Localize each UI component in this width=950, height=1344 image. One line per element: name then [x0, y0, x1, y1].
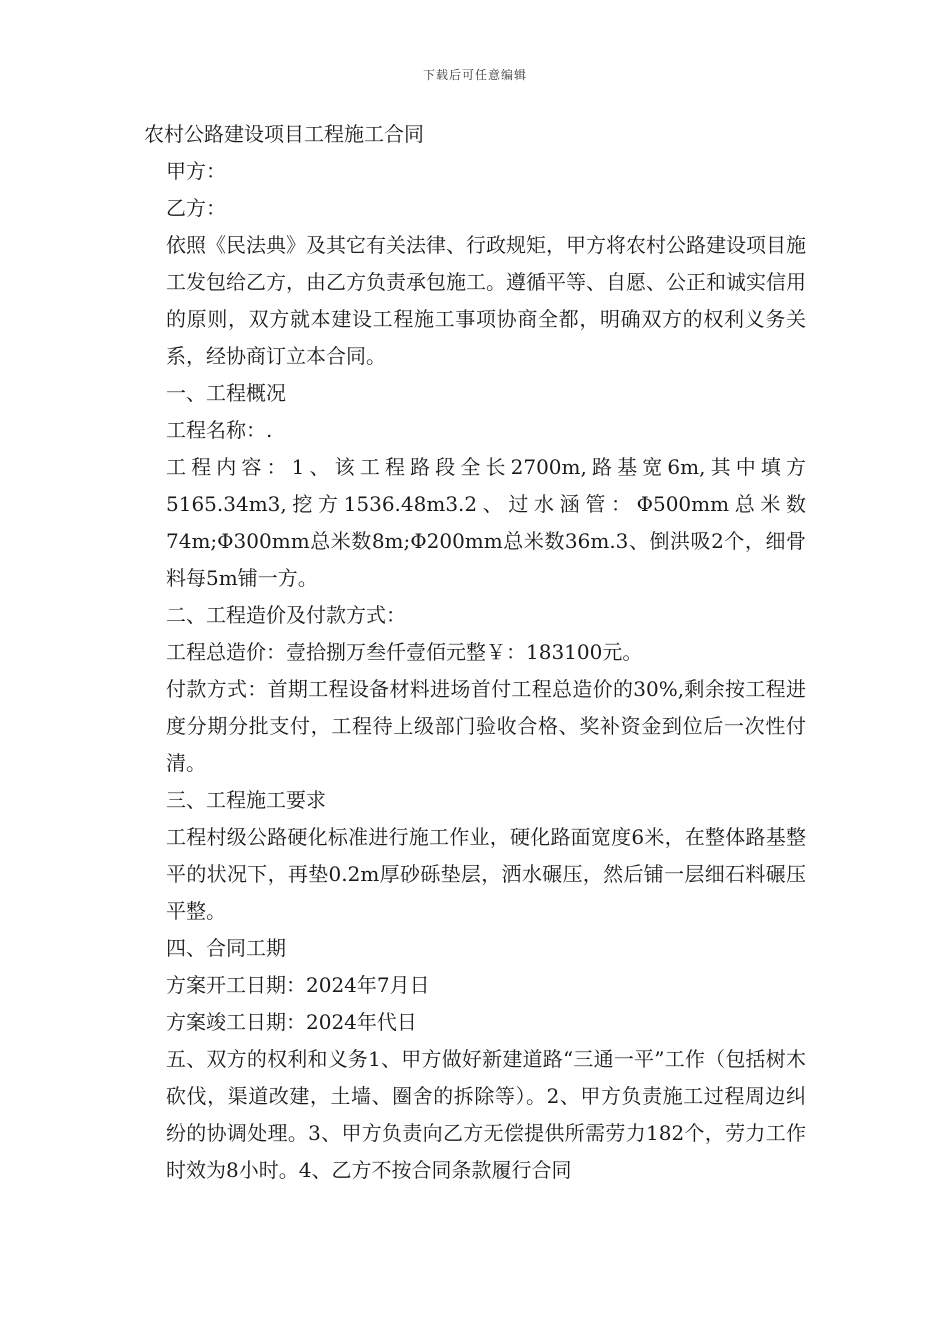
total-cost-line: 工程总造价：壹拾捌万叁仟壹佰元整￥：183100元。 [166, 640, 643, 664]
section-1-heading: 一、工程概况 [166, 381, 286, 405]
page-header: 下载后可任意编辑 [422, 68, 527, 82]
document-body [144, 116, 806, 1189]
planned-start-date-line: 方案开工日期：2024年7月日 [166, 973, 430, 997]
project-content-paragraph: 工程内容：1、该工程路段全长2700m,路基宽6m,其中填方5165.34m3,挖方1536.48m3.2、过水涵管：Φ500mm总米数74m;Φ300mm总米数8m;Φ200mm总米数36m.3、倒洪吸2个，细骨料每5m铺一方。 [166, 455, 806, 590]
section-2-heading: 二、工程造价及付款方式： [166, 603, 406, 627]
preamble-paragraph: 依照《民法典》及其它有关法律、行政规矩，甲方将农村公路建设项目施工发包给乙方，由乙方负责承包施工。遵循平等、自愿、公正和诚实信用的原则，双方就本建设工程施工事项协商全都，明确双方的权利义务关系，经协商订立本合同。 [166, 233, 806, 368]
section-4-heading: 四、合同工期 [166, 936, 286, 960]
section-3-heading: 三、工程施工要求 [166, 788, 326, 812]
party-b-line: 乙方： [166, 196, 226, 220]
planned-completion-date-line: 方案竣工日期：2024年代日 [166, 1010, 417, 1034]
party-a-line: 甲方： [166, 159, 226, 183]
payment-method-paragraph: 付款方式：首期工程设备材料进场首付工程总造价的30%,剩余按工程进度分期分批支付，工程待上级部门验收合格、奖补资金到位后一次性付清。 [166, 677, 806, 775]
section-5-paragraph: 五、双方的权利和义务1、甲方做好新建道路“三通一平”工作（包括树木砍伐，渠道改建，土墙、圈舍的拆除等）。2、甲方负责施工过程周边纠纷的协调处理。3、甲方负责向乙方无偿提供所需劳力182个，劳力工作时效为8小时。4、乙方不按合同条款履行合同 [166, 1047, 806, 1182]
construction-requirements-paragraph: 工程村级公路硬化标准进行施工作业，硬化路面宽度6米，在整体路基整平的状况下，再垫0.2m厚砂砾垫层，洒水碾压，然后铺一层细石料碾压平整。 [166, 825, 806, 923]
document-title: 农村公路建设项目工程施工合同 [144, 122, 424, 146]
project-name-line: 工程名称：. [166, 418, 273, 442]
